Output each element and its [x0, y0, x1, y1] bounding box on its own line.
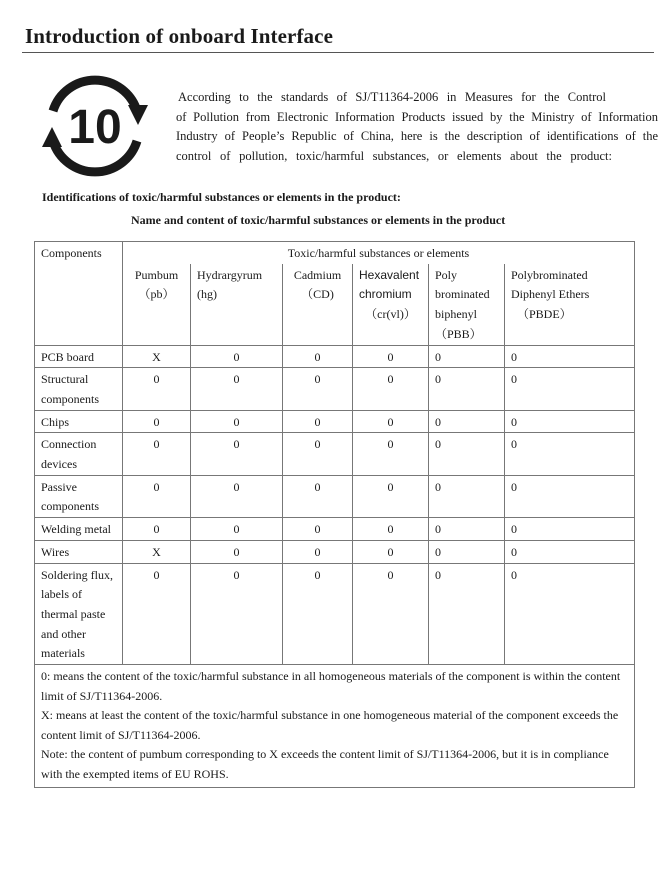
- substance-header-row: [35, 264, 635, 345]
- table-cell: 0: [353, 368, 429, 410]
- substances-table: [34, 241, 635, 788]
- table-cell: 0: [191, 563, 283, 665]
- component-name: Soldering flux, labels of thermal paste and other materials: [35, 563, 123, 665]
- table-cell: 0: [353, 518, 429, 541]
- components-header: Components: [35, 242, 123, 264]
- table-cell: 0: [505, 345, 635, 368]
- table-cell: 0: [283, 518, 353, 541]
- component-name: PCB board: [35, 345, 123, 368]
- intro-line: According to the standards of SJ/T11364-2006 in Measures for the Control: [178, 90, 606, 104]
- table-cell: 0: [123, 563, 191, 665]
- table-cell: 0: [191, 368, 283, 410]
- substances-group-header: Toxic/harmful substances or elements: [123, 242, 635, 264]
- component-name: Structural components: [35, 368, 123, 410]
- table-cell: X: [123, 540, 191, 563]
- substance-header: Poly brominated biphenyl （PBB）: [429, 264, 505, 345]
- table-row: [35, 475, 635, 517]
- table-cell: 0: [123, 410, 191, 433]
- substance-header: Polybrominated Diphenyl Ethers （PBDE）: [505, 264, 635, 345]
- intro-line: of Pollution from Electronic Information Products issued by the Ministry of Information: [176, 109, 658, 124]
- table-cell: 0: [429, 518, 505, 541]
- table-cell: 0: [429, 410, 505, 433]
- table-cell: 0: [191, 540, 283, 563]
- table-cell: 0: [123, 475, 191, 517]
- table-cell: 0: [191, 410, 283, 433]
- notes-row: [35, 665, 635, 788]
- table-cell: 0: [191, 345, 283, 368]
- component-name: Connection devices: [35, 433, 123, 475]
- table-cell: 0: [429, 433, 505, 475]
- table-row: [35, 368, 635, 410]
- table-cell: X: [123, 345, 191, 368]
- table-cell: 0: [283, 540, 353, 563]
- table-cell: 0: [353, 433, 429, 475]
- table-caption: Name and content of toxic/harmful substances or elements in the product: [131, 213, 506, 227]
- table-cell: 0: [505, 475, 635, 517]
- table-cell: 0: [505, 540, 635, 563]
- table-cell: 0: [191, 433, 283, 475]
- table-cell: 0: [429, 345, 505, 368]
- table-cell: 0: [429, 475, 505, 517]
- intro-line: control of pollution, toxic/harmful substances, or elements about the product:: [176, 148, 612, 163]
- note-x-definition: X: means at least the content of the toxic/harmful substance in one homogeneous material of the component exceeds the content limit of SJ/T11364-2006.: [41, 708, 619, 742]
- epup-10-year-recycle-icon: [35, 75, 155, 177]
- table-cell: 0: [429, 368, 505, 410]
- table-cell: 0: [283, 563, 353, 665]
- substance-header: Pumbum （pb）: [123, 264, 191, 345]
- table-cell: 0: [505, 518, 635, 541]
- table-cell: 0: [283, 345, 353, 368]
- table-cell: 0: [505, 368, 635, 410]
- table-cell: 0: [123, 518, 191, 541]
- logo-number: 10: [68, 101, 122, 154]
- title-divider: [22, 52, 654, 53]
- table-cell: 0: [505, 433, 635, 475]
- table-cell: 0: [123, 368, 191, 410]
- table-cell: 0: [353, 475, 429, 517]
- table-cell: 0: [505, 563, 635, 665]
- table-row: [35, 518, 635, 541]
- table-row: [35, 345, 635, 368]
- table-row: [35, 540, 635, 563]
- substance-header: Hexavalent chromium （cr(vl)）: [353, 264, 429, 345]
- component-name: Passive components: [35, 475, 123, 517]
- table-cell: 0: [505, 410, 635, 433]
- table-cell: 0: [123, 433, 191, 475]
- table-cell: 0: [353, 540, 429, 563]
- table-cell: 0: [283, 410, 353, 433]
- note-zero-definition: 0: means the content of the toxic/harmful substance in all homogeneous materials of the component is within the content limit of SJ/T11364-2006.: [41, 669, 621, 703]
- substance-header: Cadmium （CD): [283, 264, 353, 345]
- table-row: [35, 433, 635, 475]
- intro-line: Industry of People’s Republic of China, here is the description of identifications of the: [176, 129, 658, 143]
- table-cell: 0: [283, 475, 353, 517]
- table-cell: 0: [283, 433, 353, 475]
- table-row: [35, 563, 635, 665]
- table-cell: 0: [283, 368, 353, 410]
- component-name: Wires: [35, 540, 123, 563]
- page-title: Introduction of onboard Interface: [25, 24, 333, 48]
- component-name: Welding metal: [35, 518, 123, 541]
- substance-header: Hydrargyrum (hg): [191, 264, 283, 345]
- table-cell: 0: [353, 563, 429, 665]
- section-heading: Identifications of toxic/harmful substances or elements in the product:: [42, 190, 401, 204]
- table-cell: 0: [429, 563, 505, 665]
- intro-paragraph: [176, 88, 658, 166]
- note-exemption: Note: the content of pumbum corresponding to X exceeds the content limit of SJ/T11364-2006, but it is in compliance with the exempted items of EU ROHS.: [41, 747, 609, 781]
- table-cell: 0: [353, 345, 429, 368]
- table-cell: 0: [353, 410, 429, 433]
- table-cell: 0: [191, 475, 283, 517]
- table-cell: 0: [429, 540, 505, 563]
- table-cell: 0: [191, 518, 283, 541]
- table-row: [35, 410, 635, 433]
- component-name: Chips: [35, 410, 123, 433]
